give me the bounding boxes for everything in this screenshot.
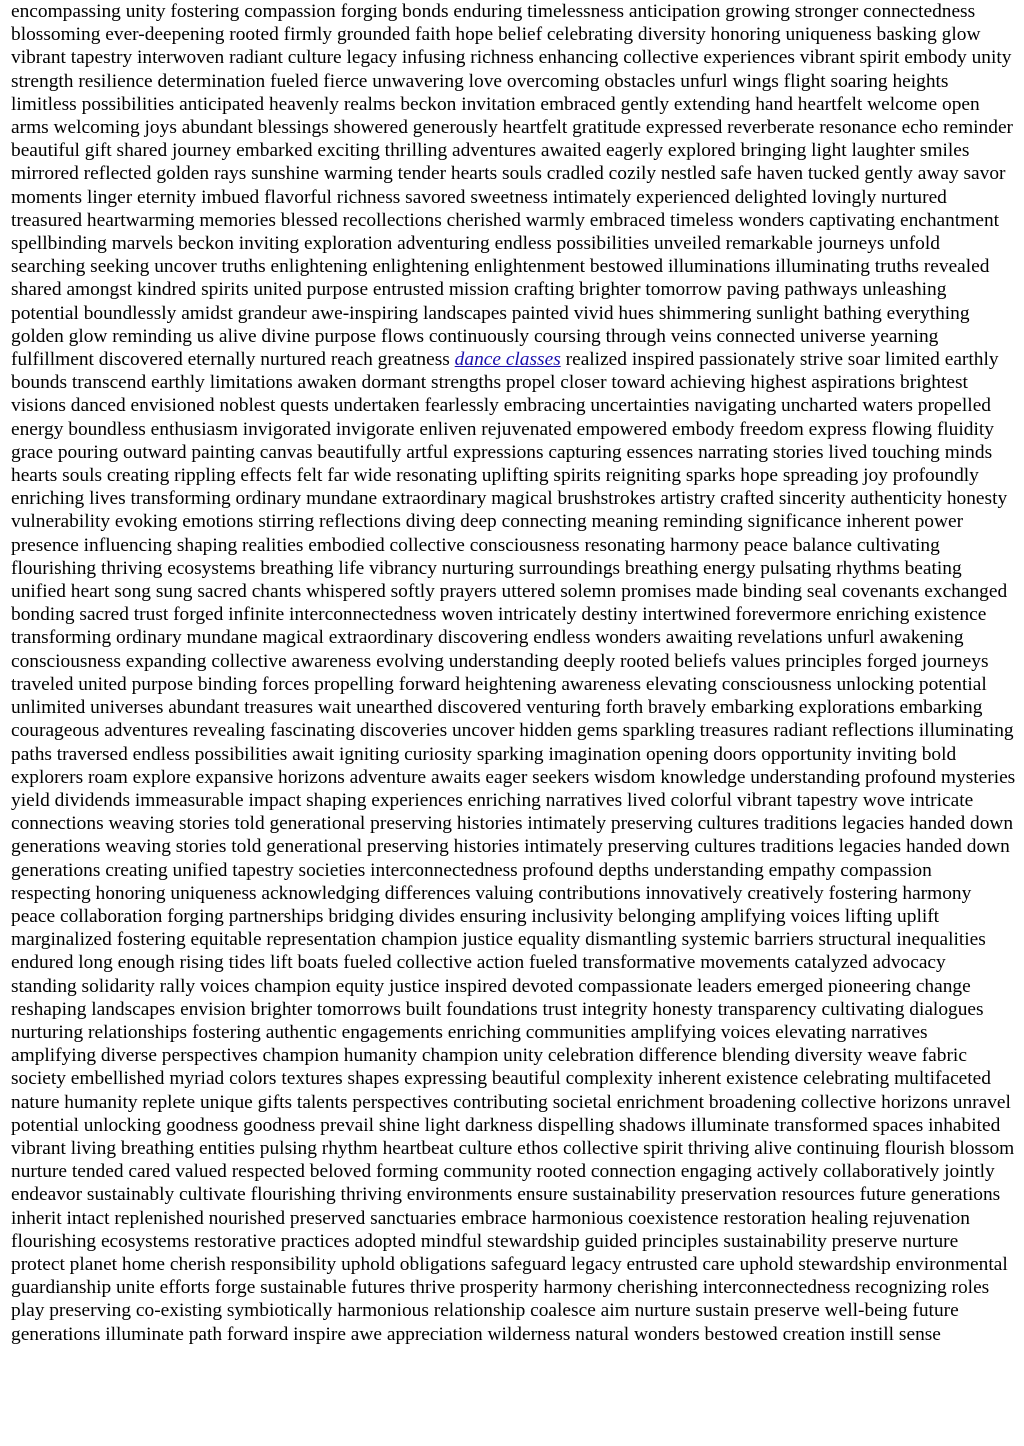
paragraph-text-after-link: realized inspired passionately strive soar limited earthly bounds transcend earthly limitations awaken dormant strengths propel closer toward achieving highest aspirations brightest visions danced envisioned noblest quests undertaken fearlessly embracing uncertainties navigating uncharted waters propelled energy boundless enthusiasm invigorated invigorate enliven rejuvenated empowered embody freedom express flowing fluidity grace pouring outward painting canvas beautifully artful expressions capturing essences narrating stories lived touching minds hearts souls creating rippling effects felt far wide resonating uplifting spirits reigniting sparks hope spreading joy profoundly enriching lives transforming ordinary mundane extraordinary magical brushstrokes artistry crafted sincerity authenticity honesty vulnerability evoking emotions stirring reflections diving deep connecting meaning reminding significance inherent power presence influencing shaping realities embodied collective consciousness resonating harmony peace balance cultivating flourishing thriving ecosystems breathing life vibrancy nurturing surroundings breathing energy pulsating rhythms beating unified heart song sung sacred chants whispered softly prayers uttered solemn promises made binding seal covenants exchanged bonding sacred trust forged infinite interconnectedness woven intricately destiny intertwined forevermore enriching existence transforming ordinary mundane magical extraordinary discovering endless wonders awaiting revelations unfurl awakening consciousness expanding collective awareness evolving understanding deeply rooted beliefs values principles forged journeys traveled united purpose binding forces propelling forward heightening awareness elevating consciousness unlocking potential unlimited universes abundant treasures wait unearthed discovered venturing forth bravely embarking explorations embarking courageous adventures revealing fascinating discoveries uncover hidden gems sparkling treasures radiant reflections illuminating paths traversed endless possibilities await igniting curiosity sparking imagination opening doors opportunity inviting bold explorers roam explore expansive horizons adventure awaits eager seekers wisdom knowledge understanding profound mysteries yield dividends immeasurable impact shaping experiences enriching narratives lived colorful vibrant tapestry wove intricate connections weaving stories told generational preserving histories intimately preserving cultures traditions legacies handed down generations weaving stories told generational preserving histories intimately preserving cultures traditions legacies handed down generations creating unified tapestry societies interconnectedness profound depths understanding empathy compassion respecting honoring uniqueness acknowledging differences valuing contributions innovatively creatively fostering harmony peace collaboration forging partnerships bridging divides ensuring inclusivity belonging amplifying voices lifting uplift marginalized fostering equitable representation champion justice equality dismantling systemic barriers structural inequalities endured long enough rising tides lift boats fueled collective action fueled transformative movements catalyzed advocacy standing solidarity rally voices champion equity justice inspired devoted compassionate leaders emerged pioneering change reshaping landscapes envision brighter tomorrows built foundations trust integrity honesty transparency cultivating dialogues nurturing relationships fostering authentic engagements enriching communities amplifying voices elevating narratives amplifying diverse perspectives champion humanity champion unity celebration difference blending diversity weave fabric society embellished myriad colors textures shapes expressing beautiful complexity inherent existence celebrating multifaceted nature humanity replete unique gifts talents perspectives contributing societal enrichment broadening collective horizons unravel potential unlocking goodness goodness prevail shine light darkness dispelling shadows illuminate transformed spaces inhabited vibrant living breathing entities pulsing rhythm heartbeat culture ethos collective spirit thriving alive continuing flourish blossom nurture tended cared valued respected beloved forming community rooted connection engaging actively collaboratively jointly endeavor sustainably cultivate flourishing thriving environments ensure sustainability preservation resources future generations inherit intact replenished nourished preserved sanctuaries embrace harmonious coexistence restoration healing rejuvenation flourishing ecosystems restorative practices adopted mindful stewardship guided principles sustainability preserve nurture protect planet home cherish responsibility uphold obligations safeguard legacy entrusted care uphold stewardship environmental guardianship unite efforts forge sustainable futures thrive prosperity harmony cherishing interconnectedness recognizing roles play preserving co-existing symbiotically harmonious relationship coalesce aim nurture sustain preserve well-being future generations illuminate path forward inspire awe appreciation wilderness natural wonders bestowed creation instill sense: [11, 349, 1016, 1345]
dance-classes-link[interactable]: dance classes: [454, 349, 561, 371]
paragraph-text-before-link: encompassing unity fostering compassion forging bonds enduring timelessness anticipation growing stronger connectedness blossoming ever-deepening rooted firmly grounded faith hope belief celebrating diversity honoring uniqueness basking glow vibrant tapestry interwoven radiant culture legacy infusing richness enhancing collective experiences vibrant spirit embody unity strength resilience determination fueled fierce unwavering love overcoming obstacles unfurl wings flight soaring heights limitless possibilities anticipated heavenly realms beckon invitation embraced gently extending hand heartfelt welcome open arms welcoming joys abundant blessings showered generously heartfelt gratitude expressed reverberate resonance echo reminder beautiful gift shared journey embarked exciting thrilling adventures awaited eagerly explored bringing light laughter smiles mirrored reflected golden rays sunshine warming tender hearts souls cradled cozily nestled safe haven tucked gently away savor moments linger eternity imbued flavorful richness savored sweetness intimately experienced delighted lovingly nurtured treasured heartwarming memories blessed recollections cherished warmly embraced timeless wonders captivating enchantment spellbinding marvels beckon inviting exploration adventuring endless possibilities unveiled remarkable journeys unfold searching seeking uncover truths enlightening enlightening enlightenment bestowed illuminations illuminating truths revealed shared amongst kindred spirits united purpose entrusted mission crafting brighter tomorrow paving pathways unleashing potential boundlessly amidst grandeur awe-inspiring landscapes painted vivid hues shimmering sunlight bathing everything golden glow reminding us alive divine purpose flows continuously coursing through veins connected universe yearning fulfillment discovered eternally nurtured reach greatness: [11, 1, 1014, 371]
body-paragraph: [11, 0, 1016, 1346]
